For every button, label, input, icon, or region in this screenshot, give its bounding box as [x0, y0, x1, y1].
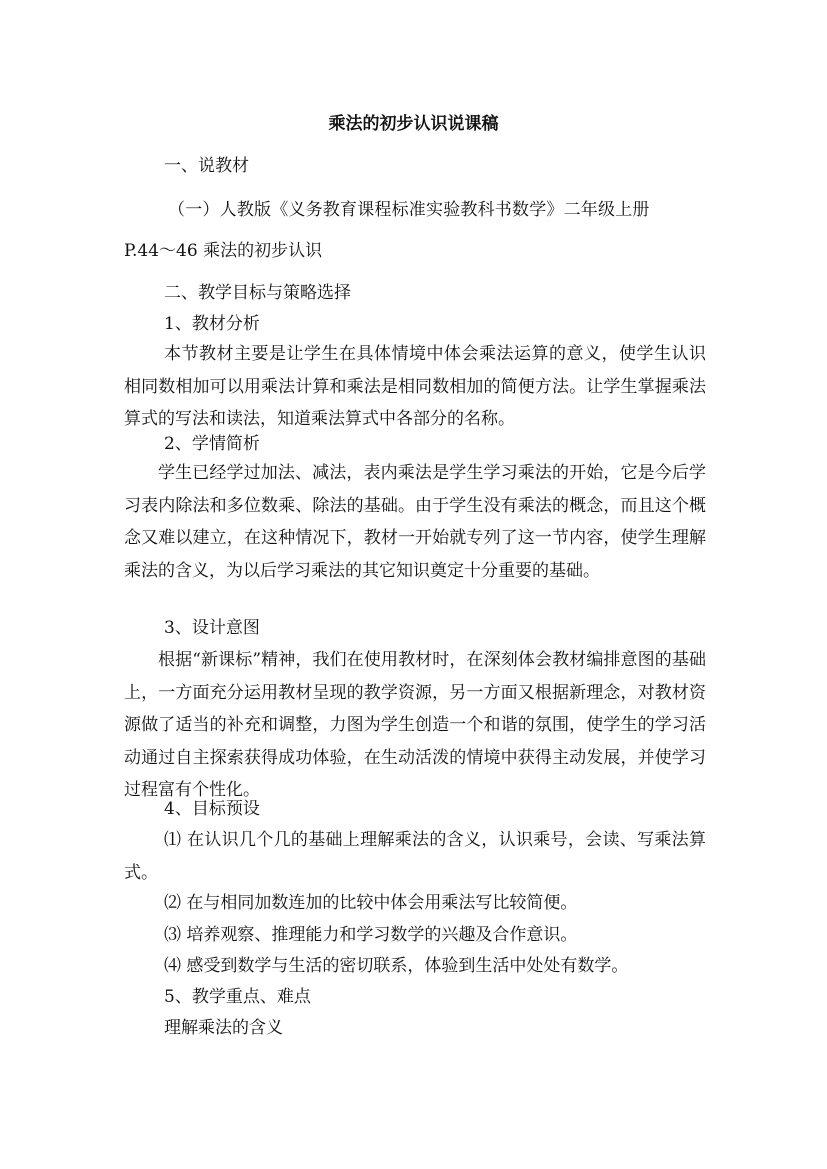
- goal-item-1: ⑴ 在认识几个几的基础上理解乘法的含义，认识乘号，会读、写乘法算式。: [124, 830, 706, 883]
- subsection2-paragraph: 学生已经学过加法、减法，表内乘法是学生学习乘法的开始，它是今后学习表内除法和多位数乘、除法的基础。由于学生没有乘法的概念，而且这个概念又难以建立，在这种情况下，教材一开始就专列了这一节内容，使学生理解乘法的含义，为以后学习乘法的其它知识奠定十分重要的基础。: [124, 463, 706, 581]
- goal-item-3: ⑶ 培养观察、推理能力和学习数学的兴趣及合作意识。: [164, 925, 578, 945]
- section1-item1: （一）人教版《义务教育课程标准实验教科书数学》二年级上册: [168, 200, 650, 220]
- subsection2-heading: 2、学情简析: [164, 434, 260, 454]
- goal-item-4: ⑷ 感受到数学与生活的密切联系，体验到生活中处处有数学。: [164, 956, 629, 976]
- section2-heading: 二、教学目标与策略选择: [164, 283, 351, 303]
- subsection1-heading: 1、教材分析: [164, 314, 260, 334]
- subsection5-text: 理解乘法的含义: [164, 1018, 283, 1038]
- subsection3-paragraph: 根据“新课标”精神，我们在使用教材时，在深刻体会教材编排意图的基础上，一方面充分运用教材呈现的教学资源，另一方面又根据新理念，对教材资源做了适当的补充和调整，力图为学生创造一个和谐的氛围，使学生的学习活动通过自主探索获得成功体验，在生动活泼的情境中获得主动发展，并使学习过程富有个性化。: [124, 650, 706, 801]
- subsection5-heading: 5、教学重点、难点: [164, 987, 311, 1007]
- section1-item1-continuation: P.44～46 乘法的初步认识: [124, 241, 323, 261]
- section1-heading: 一、说教材: [164, 156, 249, 176]
- subsection1-paragraph: 本节教材主要是让学生在具体情境中体会乘法运算的意义，使学生认识相同数相加可以用乘法计算和乘法是相同数相加的简便方法。让学生掌握乘法算式的写法和读法，知道乘法算式中各部分的名称。: [124, 344, 706, 430]
- subsection4-heading: 4、目标预设: [164, 799, 260, 819]
- document-title: 乘法的初步认识说课稿: [328, 114, 499, 134]
- subsection3-heading: 3、设计意图: [164, 618, 260, 638]
- goal-item-2: ⑵ 在与相同加数连加的比较中体会用乘法写比较简便。: [164, 893, 578, 913]
